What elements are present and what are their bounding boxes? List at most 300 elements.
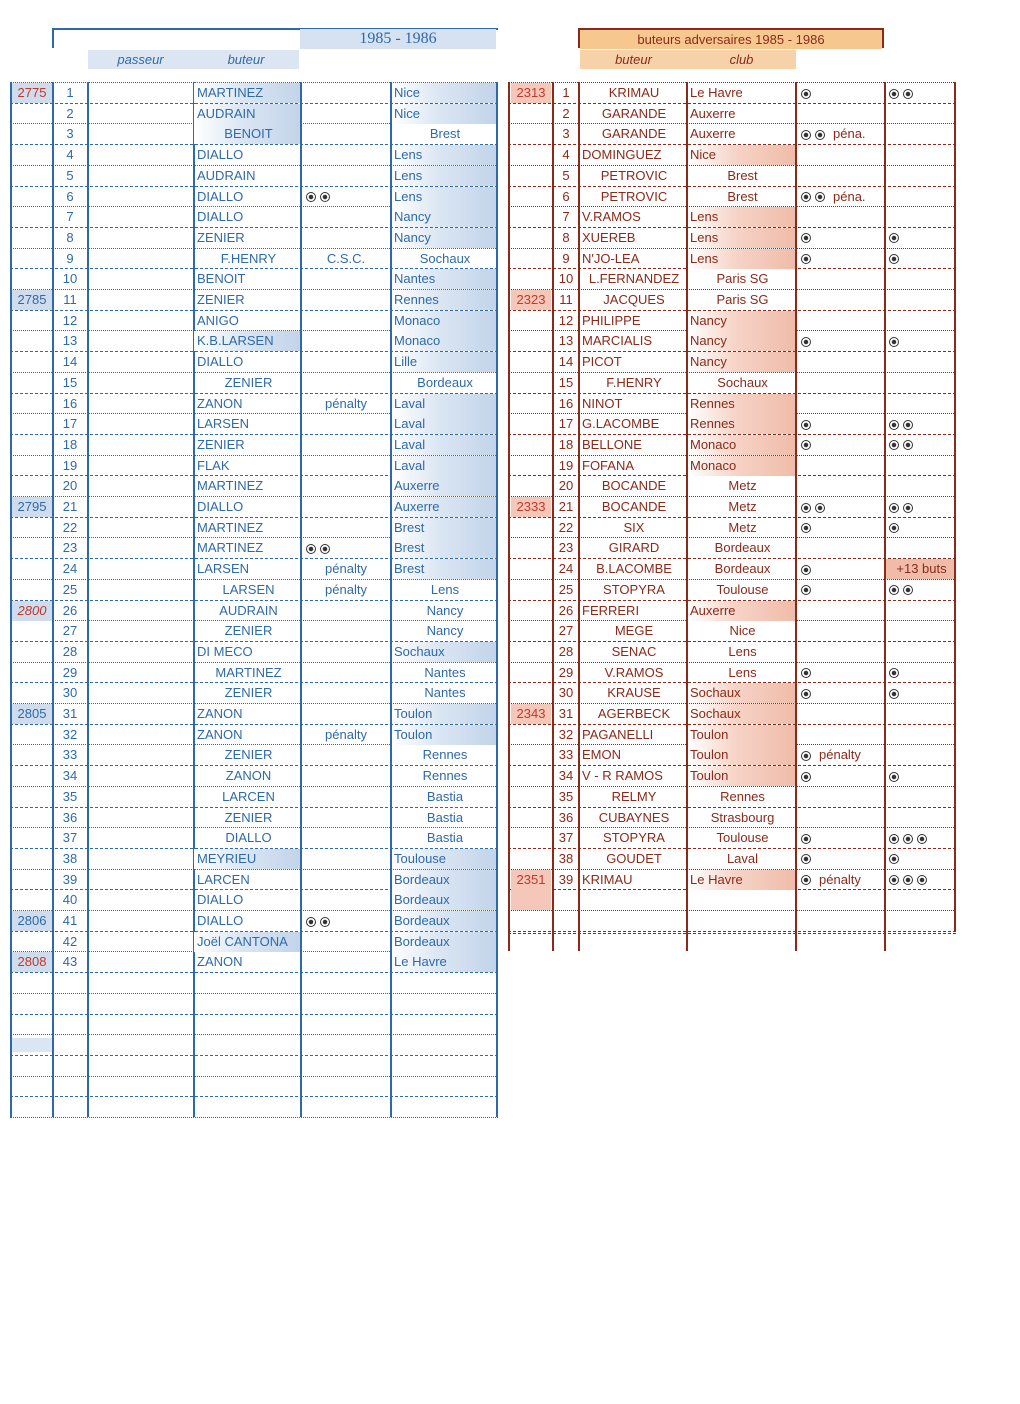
goal-number: 3 <box>66 126 74 142</box>
goal-number: 7 <box>66 209 74 225</box>
buteur-cell: ZANON <box>197 726 243 742</box>
goal-number: 37 <box>62 830 78 846</box>
opp-goal-number: 31 <box>558 706 574 721</box>
opp-club-cell <box>688 890 795 910</box>
passeur-cell <box>88 952 193 972</box>
running-total: 2800 <box>12 601 52 621</box>
buteur-cell: MARTINEZ <box>194 83 300 103</box>
note-cell: pénalty <box>325 395 367 411</box>
opp-detail-1 <box>798 290 884 310</box>
opp-club-cell: Le Havre <box>690 85 743 100</box>
opp-detail-2 <box>886 766 954 786</box>
opp-buteur-cell: GARANDE <box>601 126 667 142</box>
opp-detail-1 <box>798 663 884 683</box>
club-cell: Nancy <box>426 602 464 618</box>
buteur-cell: AUDRAIN <box>197 167 256 183</box>
club-cell: Nantes <box>424 685 466 701</box>
opp-club-cell: Sochaux <box>688 704 795 724</box>
passeur-cell <box>88 538 193 558</box>
opp-buteur-cell: FERRERI <box>582 602 640 618</box>
opp-buteur-cell: G.LACOMBE <box>582 416 660 432</box>
football-icon <box>801 503 811 513</box>
buteur-cell: AUDRAIN <box>219 602 278 618</box>
opp-club-cell: Monaco <box>688 435 795 455</box>
opp-detail-1 <box>798 83 884 103</box>
opp-goal-number <box>554 890 578 910</box>
football-icon <box>801 337 811 347</box>
passeur-cell <box>88 497 193 517</box>
opp-buteur-cell: FOFANA <box>582 457 635 473</box>
running-total: 2795 <box>12 497 52 517</box>
football-icon <box>917 875 927 885</box>
club-cell: Bordeaux <box>392 932 496 952</box>
opp-club-cell: Auxerre <box>688 601 795 621</box>
passeur-cell <box>88 911 193 931</box>
note-cell <box>302 435 390 455</box>
note-cell <box>302 456 390 476</box>
football-icon <box>889 337 899 347</box>
opp-detail-2 <box>886 621 954 641</box>
opp-buteur-cell: KRIMAU <box>582 871 633 887</box>
club-cell: Nancy <box>426 623 464 639</box>
opp-goal-number: 15 <box>558 374 574 390</box>
opp-detail-1 <box>798 249 884 269</box>
opp-detail-1 <box>798 828 884 848</box>
note-cell <box>302 808 390 828</box>
passeur-cell <box>88 621 193 641</box>
note-cell <box>302 311 390 331</box>
note-cell: pénalty <box>325 726 367 742</box>
football-icon <box>903 89 913 99</box>
buteur-cell: ZENIER <box>197 292 245 307</box>
football-icon <box>917 834 927 844</box>
running-total: 2775 <box>12 83 52 103</box>
opp-goal-number: 6 <box>562 188 570 204</box>
opp-detail-1 <box>798 269 884 289</box>
buteur-cell: ZENIER <box>224 685 273 701</box>
buteur-cell: ZENIER <box>224 374 273 390</box>
opp-goal-number: 11 <box>559 292 573 307</box>
opp-buteur-cell: DOMINGUEZ <box>582 147 662 163</box>
passeur-cell <box>88 104 193 124</box>
goal-number: 43 <box>62 954 78 970</box>
buteur-cell: LARSEN <box>222 581 275 597</box>
passeur-cell <box>88 352 193 372</box>
opp-buteur-cell: KRIMAU <box>608 85 660 100</box>
opp-buteur-cell: BELLONE <box>582 436 642 452</box>
buteur-cell: ZENIER <box>224 809 273 825</box>
passeur-cell <box>88 435 193 455</box>
passeur-cell <box>88 683 193 703</box>
opp-detail-1 <box>798 456 884 476</box>
opp-goal-number: 33 <box>558 747 574 763</box>
note-cell <box>302 952 390 972</box>
passeur-cell <box>88 373 193 393</box>
football-icon <box>801 689 811 699</box>
passeur-cell <box>88 476 193 496</box>
opp-buteur-cell: V - R RAMOS <box>582 768 663 784</box>
football-icon <box>889 503 899 513</box>
opp-club-cell: Metz <box>728 499 757 514</box>
opp-detail-1 <box>798 394 884 414</box>
left-row-line <box>10 1034 498 1035</box>
opp-detail-1 <box>798 187 884 207</box>
opp-detail-2 <box>886 580 954 600</box>
buteur-cell: LARCEN <box>197 871 250 887</box>
buteur-cell: LARSEN <box>197 416 250 432</box>
football-icon <box>801 875 811 885</box>
opp-goal-number: 30 <box>558 685 574 701</box>
note-cell <box>302 849 390 869</box>
passeur-cell <box>88 870 193 890</box>
goal-number: 8 <box>66 229 74 245</box>
football-icon <box>889 772 899 782</box>
football-icon <box>903 875 913 885</box>
passeur-cell <box>88 124 193 144</box>
goal-number: 18 <box>62 436 78 452</box>
opp-club-cell: Rennes <box>688 394 795 414</box>
opp-detail-1 <box>798 725 884 745</box>
opp-club-cell: Toulon <box>688 766 795 786</box>
opp-goal-number: 39 <box>558 871 574 887</box>
opp-club-cell: Bordeaux <box>714 561 771 577</box>
opp-detail-2 <box>886 166 954 186</box>
opp-goal-number: 36 <box>558 809 574 825</box>
opp-goal-number: 21 <box>558 499 574 514</box>
buteur-header: buteur <box>193 50 299 69</box>
football-icon <box>801 523 811 533</box>
passeur-cell <box>88 269 193 289</box>
opp-detail-2 <box>886 249 954 269</box>
football-icon <box>801 854 811 864</box>
note-cell <box>302 331 390 351</box>
opp-detail-2 <box>886 187 954 207</box>
buteur-cell: MARTINEZ <box>215 664 282 680</box>
buteur-cell: DIALLO <box>197 188 244 204</box>
opp-goal-number: 24 <box>558 561 574 577</box>
club-cell: Toulouse <box>392 849 496 869</box>
passeur-cell <box>88 83 193 103</box>
club-cell: Bordeaux <box>392 911 496 931</box>
opp-buteur-cell: SENAC <box>611 643 657 659</box>
football-icon <box>889 585 899 595</box>
note-cell <box>302 932 390 952</box>
club-cell: Rennes <box>392 290 496 310</box>
note-cell <box>302 290 390 310</box>
opp-detail-1 <box>798 414 884 434</box>
opp-club-cell: Metz <box>728 478 757 494</box>
opp-buteur-cell: B.LACOMBE <box>596 561 672 577</box>
opp-detail-1 <box>798 683 884 703</box>
opp-detail-2 <box>886 704 954 724</box>
club-cell: Bordeaux <box>417 374 473 390</box>
football-icon <box>889 668 899 678</box>
note-cell: C.S.C. <box>326 250 366 266</box>
opp-buteur-cell: GOUDET <box>606 850 662 866</box>
football-icon <box>801 254 811 264</box>
buteur-cell: BENOIT <box>194 124 300 144</box>
opp-club-cell: Lens <box>688 228 795 248</box>
opp-buteur-cell: KRAUSE <box>607 685 661 701</box>
opp-club-cell: Brest <box>727 188 758 204</box>
opponents-title: buteurs adversaires 1985 - 1986 <box>580 30 882 49</box>
opp-detail-1 <box>798 849 884 869</box>
opp-buteur-cell: GARANDE <box>601 105 667 121</box>
passeur-cell <box>88 663 193 683</box>
passeur-cell <box>88 207 193 227</box>
football-icon <box>903 420 913 430</box>
goal-number: 35 <box>62 788 78 804</box>
opp-detail-2 <box>886 311 954 331</box>
opp-detail-1 <box>798 145 884 165</box>
buteur-cell: ZANON <box>225 768 272 784</box>
opp-detail-2 <box>886 456 954 476</box>
football-icon <box>306 917 316 927</box>
opp-goal-number: 16 <box>558 395 574 411</box>
opp-detail-2 <box>886 849 954 869</box>
passeur-cell <box>88 311 193 331</box>
passeur-cell <box>88 414 193 434</box>
football-icon <box>801 130 811 140</box>
opp-club-cell: Auxerre <box>690 105 736 121</box>
goal-number: 2 <box>66 105 74 121</box>
opp-goal-number: 19 <box>558 457 574 473</box>
buteur-cell: DIALLO <box>225 830 272 846</box>
goal-number: 23 <box>62 540 78 556</box>
opp-buteur-cell: V.RAMOS <box>582 209 641 225</box>
football-icon <box>889 875 899 885</box>
club-cell: Brest <box>392 518 496 538</box>
club-cell: Rennes <box>422 747 468 763</box>
opp-detail-2 <box>886 331 954 351</box>
note-cell <box>302 207 390 227</box>
football-icon <box>889 689 899 699</box>
goal-number: 32 <box>62 726 78 742</box>
football-icon <box>801 565 811 575</box>
opp-goal-number: 37 <box>558 830 574 846</box>
goal-number: 20 <box>62 478 78 494</box>
opp-running-total: 2313 <box>511 83 551 103</box>
club-cell: Laval <box>392 394 496 414</box>
opp-goal-number: 22 <box>558 519 574 535</box>
passeur-cell <box>88 559 193 579</box>
opp-detail-2 <box>886 870 954 890</box>
goal-number: 27 <box>62 623 78 639</box>
club-cell: Auxerre <box>392 497 496 517</box>
club-cell: Bordeaux <box>392 870 496 890</box>
opp-detail-2 <box>886 124 954 144</box>
football-icon <box>801 834 811 844</box>
note-cell <box>302 538 390 558</box>
note-cell <box>302 787 390 807</box>
opp-buteur-cell: BOCANDE <box>601 478 667 494</box>
right-bottom-rule <box>508 933 956 934</box>
football-icon <box>903 503 913 513</box>
buteur-cell: FLAK <box>197 457 230 473</box>
opp-goal-number: 26 <box>558 602 574 618</box>
left-row-line <box>10 1096 498 1097</box>
note-cell <box>302 890 390 910</box>
opp-detail-1 <box>798 518 884 538</box>
goal-number: 38 <box>62 850 78 866</box>
opp-club-cell: Laval <box>726 850 759 866</box>
football-icon <box>889 440 899 450</box>
opp-goal-number: 10 <box>558 271 574 287</box>
club-cell: Sochaux <box>392 642 496 662</box>
football-icon <box>801 772 811 782</box>
buteur-cell: ZANON <box>197 395 243 411</box>
note-cell <box>302 104 390 124</box>
passeur-cell <box>88 145 193 165</box>
opp-detail-1 <box>798 870 884 890</box>
club-cell: Laval <box>392 414 496 434</box>
club-cell: Lens <box>392 187 496 207</box>
buteur-cell: DIALLO <box>197 354 244 370</box>
club-cell: Lille <box>392 352 496 372</box>
goal-number: 5 <box>66 167 74 183</box>
football-icon <box>889 834 899 844</box>
opp-detail-1 <box>798 704 884 724</box>
opp-detail-2 <box>886 145 954 165</box>
opp-buteur-cell: F.HENRY <box>606 374 662 390</box>
right-col-line <box>954 82 956 931</box>
club-cell: Bordeaux <box>392 890 496 910</box>
opp-detail-2 <box>886 787 954 807</box>
passeur-cell <box>88 787 193 807</box>
note-cell <box>302 828 390 848</box>
opp-goal-number: 23 <box>558 540 574 556</box>
passeur-cell <box>88 249 193 269</box>
opp-detail-1 <box>798 124 884 144</box>
note-cell <box>302 497 390 517</box>
buteur-cell: F.HENRY <box>220 250 277 266</box>
football-icon <box>903 585 913 595</box>
football-icon <box>889 854 899 864</box>
opp-buteur-cell: PICOT <box>582 354 622 370</box>
club-cell: Lens <box>430 581 460 597</box>
opp-detail-1-note: péna. <box>833 126 866 142</box>
opp-buteur-cell: STOPYRA <box>603 581 665 597</box>
opp-detail-1 <box>798 373 884 393</box>
opponent-goals-table <box>508 82 956 952</box>
note-cell <box>302 414 390 434</box>
opp-club-header: club <box>687 50 796 69</box>
club-cell: Brest <box>392 559 496 579</box>
note-cell <box>302 228 390 248</box>
opp-buteur-cell: MEGE <box>614 623 654 639</box>
goal-number: 30 <box>62 685 78 701</box>
football-icon <box>320 192 330 202</box>
opp-club-cell: Nancy <box>688 331 795 351</box>
football-icon <box>889 523 899 533</box>
note-cell: pénalty <box>325 561 367 577</box>
note-cell <box>302 476 390 496</box>
buteur-cell: LARCEN <box>222 788 275 804</box>
opp-detail-1 <box>798 228 884 248</box>
opp-detail-1 <box>798 621 884 641</box>
opp-club-cell: Toulouse <box>716 581 769 597</box>
opp-club-cell: Brest <box>727 167 758 183</box>
note-cell: pénalty <box>325 581 367 597</box>
opp-detail-1 <box>798 352 884 372</box>
buteur-cell: DIALLO <box>197 209 244 225</box>
buteur-cell: ZENIER <box>224 747 273 763</box>
buteur-cell: DIALLO <box>197 913 244 928</box>
opp-goal-number: 38 <box>558 850 574 866</box>
passeur-cell <box>88 290 193 310</box>
goal-number: 26 <box>62 602 78 618</box>
opp-detail-2 <box>886 394 954 414</box>
opp-detail-2 <box>886 290 954 310</box>
left-empty-highlight <box>12 1038 52 1052</box>
football-icon <box>801 668 811 678</box>
passeur-cell <box>88 187 193 207</box>
opp-detail-2 <box>886 538 954 558</box>
note-cell <box>302 352 390 372</box>
buteur-cell: ZANON <box>197 706 243 721</box>
club-cell: Monaco <box>392 311 496 331</box>
buteur-cell: ZENIER <box>197 229 245 245</box>
club-cell: Lens <box>392 145 496 165</box>
club-cell: Toulon <box>392 704 496 724</box>
opp-goal-number: 12 <box>558 312 574 328</box>
opp-buteur-cell: BOCANDE <box>601 499 667 514</box>
opp-club-cell: Lens <box>688 249 795 269</box>
opp-goal-number: 4 <box>562 147 570 163</box>
opp-goal-number: 13 <box>558 333 574 349</box>
opp-detail-1 <box>798 311 884 331</box>
opp-detail-2 <box>886 373 954 393</box>
opp-buteur-cell: L.FERNANDEZ <box>588 271 680 287</box>
note-cell <box>302 269 390 289</box>
football-icon <box>815 192 825 202</box>
buteur-cell: ZENIER <box>197 436 245 452</box>
opp-buteur-cell: PETROVIC <box>600 167 668 183</box>
passeur-cell <box>88 849 193 869</box>
opp-club-cell: Paris SG <box>716 292 769 307</box>
goal-number: 4 <box>66 147 74 163</box>
opp-buteur-header: buteur <box>580 50 687 69</box>
club-goals-table <box>10 82 498 1122</box>
opp-buteur-cell: JACQUES <box>603 292 665 307</box>
opp-buteur-cell: PETROVIC <box>600 188 668 204</box>
opp-club-cell: Nice <box>688 145 795 165</box>
buteur-cell: DIALLO <box>197 147 244 163</box>
opp-detail-1 <box>798 207 884 227</box>
football-icon <box>801 585 811 595</box>
football-icon <box>801 89 811 99</box>
goal-number: 39 <box>62 871 78 887</box>
opp-detail-2: +13 buts <box>886 559 954 579</box>
opp-detail-1 <box>798 745 884 765</box>
opp-club-cell: Sochaux <box>717 374 768 390</box>
opp-detail-1 <box>798 538 884 558</box>
football-icon <box>801 440 811 450</box>
note-cell <box>302 145 390 165</box>
opp-goal-number: 9 <box>562 250 570 266</box>
opp-buteur-cell: V.RAMOS <box>604 664 664 680</box>
club-cell: Auxerre <box>392 476 496 496</box>
opp-buteur-cell: SIX <box>623 519 645 535</box>
opp-club-cell: Toulouse <box>716 830 769 846</box>
goal-number: 1 <box>66 85 74 100</box>
club-cell: Laval <box>392 456 496 476</box>
football-icon <box>889 89 899 99</box>
opp-detail-2 <box>886 745 954 765</box>
goal-number: 14 <box>62 354 78 370</box>
opp-detail-2 <box>886 104 954 124</box>
opp-club-cell: Toulon <box>688 725 795 745</box>
